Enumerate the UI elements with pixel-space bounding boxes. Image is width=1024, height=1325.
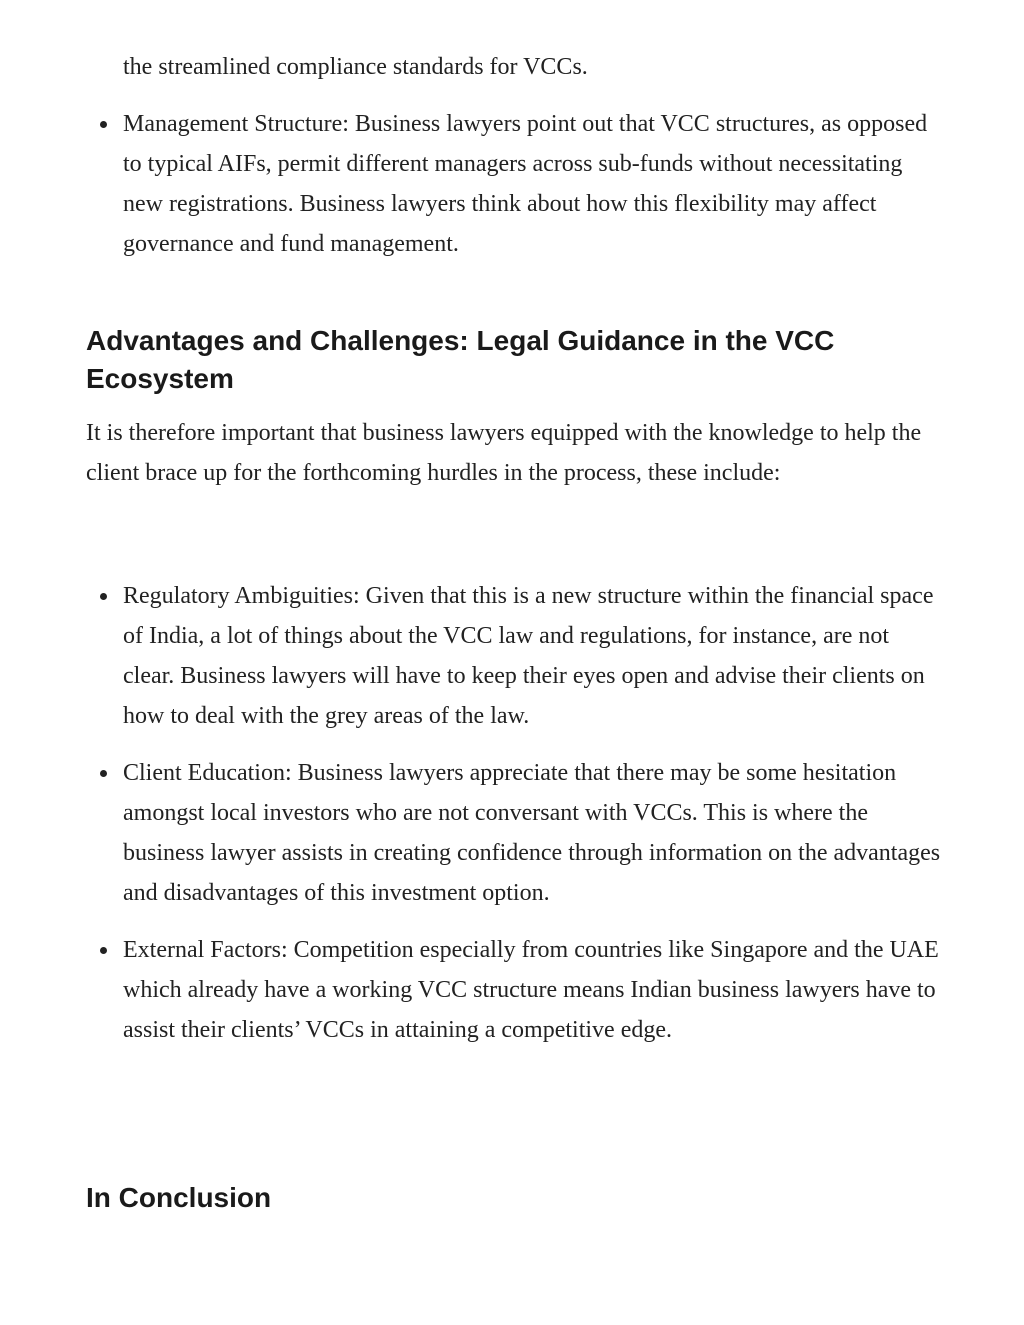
bullet-icon [100, 593, 107, 600]
list-item [86, 930, 946, 1050]
list-item-text: External Factors: Competition especially from countries like Singapore and the UAE which already have a working VCC structure means Indian business lawyers have to assist their clients’ VCCs in attaining a competitive edge. [123, 937, 939, 1043]
list-item-text: Client Education: Business lawyers appreciate that there may be some hesitation amongst local investors who are not conversant with VCCs. This is where the business lawyer assists in creating confidence through information on the advantages and disadvantages of this investment option. [123, 760, 941, 906]
continuation-paragraph: the streamlined compliance standards for VCCs. [123, 54, 588, 80]
intro-paragraph: It is therefore important that business lawyers equipped with the knowledge to help the client brace up for the forthcoming hurdles in the process, these include: [86, 420, 922, 486]
section-heading-advantages: Advantages and Challenges: Legal Guidance in the VCC Ecosystem [86, 325, 835, 394]
challenges-list [86, 576, 946, 1067]
list-item-text: Regulatory Ambiguities: Given that this is a new structure within the financial space of India, a lot of things about the VCC law and regulations, for instance, are not clear. Business lawyers will have to keep their eyes open and advise their clients on how to deal with the grey areas of the law. [123, 583, 934, 729]
management-list [86, 104, 946, 281]
section-heading-conclusion: In Conclusion [86, 1182, 272, 1213]
list-item [86, 104, 946, 264]
bullet-icon [100, 121, 107, 128]
bullet-icon [100, 770, 107, 777]
list-item [86, 753, 946, 913]
list-item [86, 576, 946, 736]
bullet-icon [100, 947, 107, 954]
list-item-text: Management Structure: Business lawyers point out that VCC structures, as opposed to typical AIFs, permit different managers across sub-funds without necessitating new registrations. Business lawyers think about how this flexibility may affect governance and fund management. [123, 111, 928, 257]
